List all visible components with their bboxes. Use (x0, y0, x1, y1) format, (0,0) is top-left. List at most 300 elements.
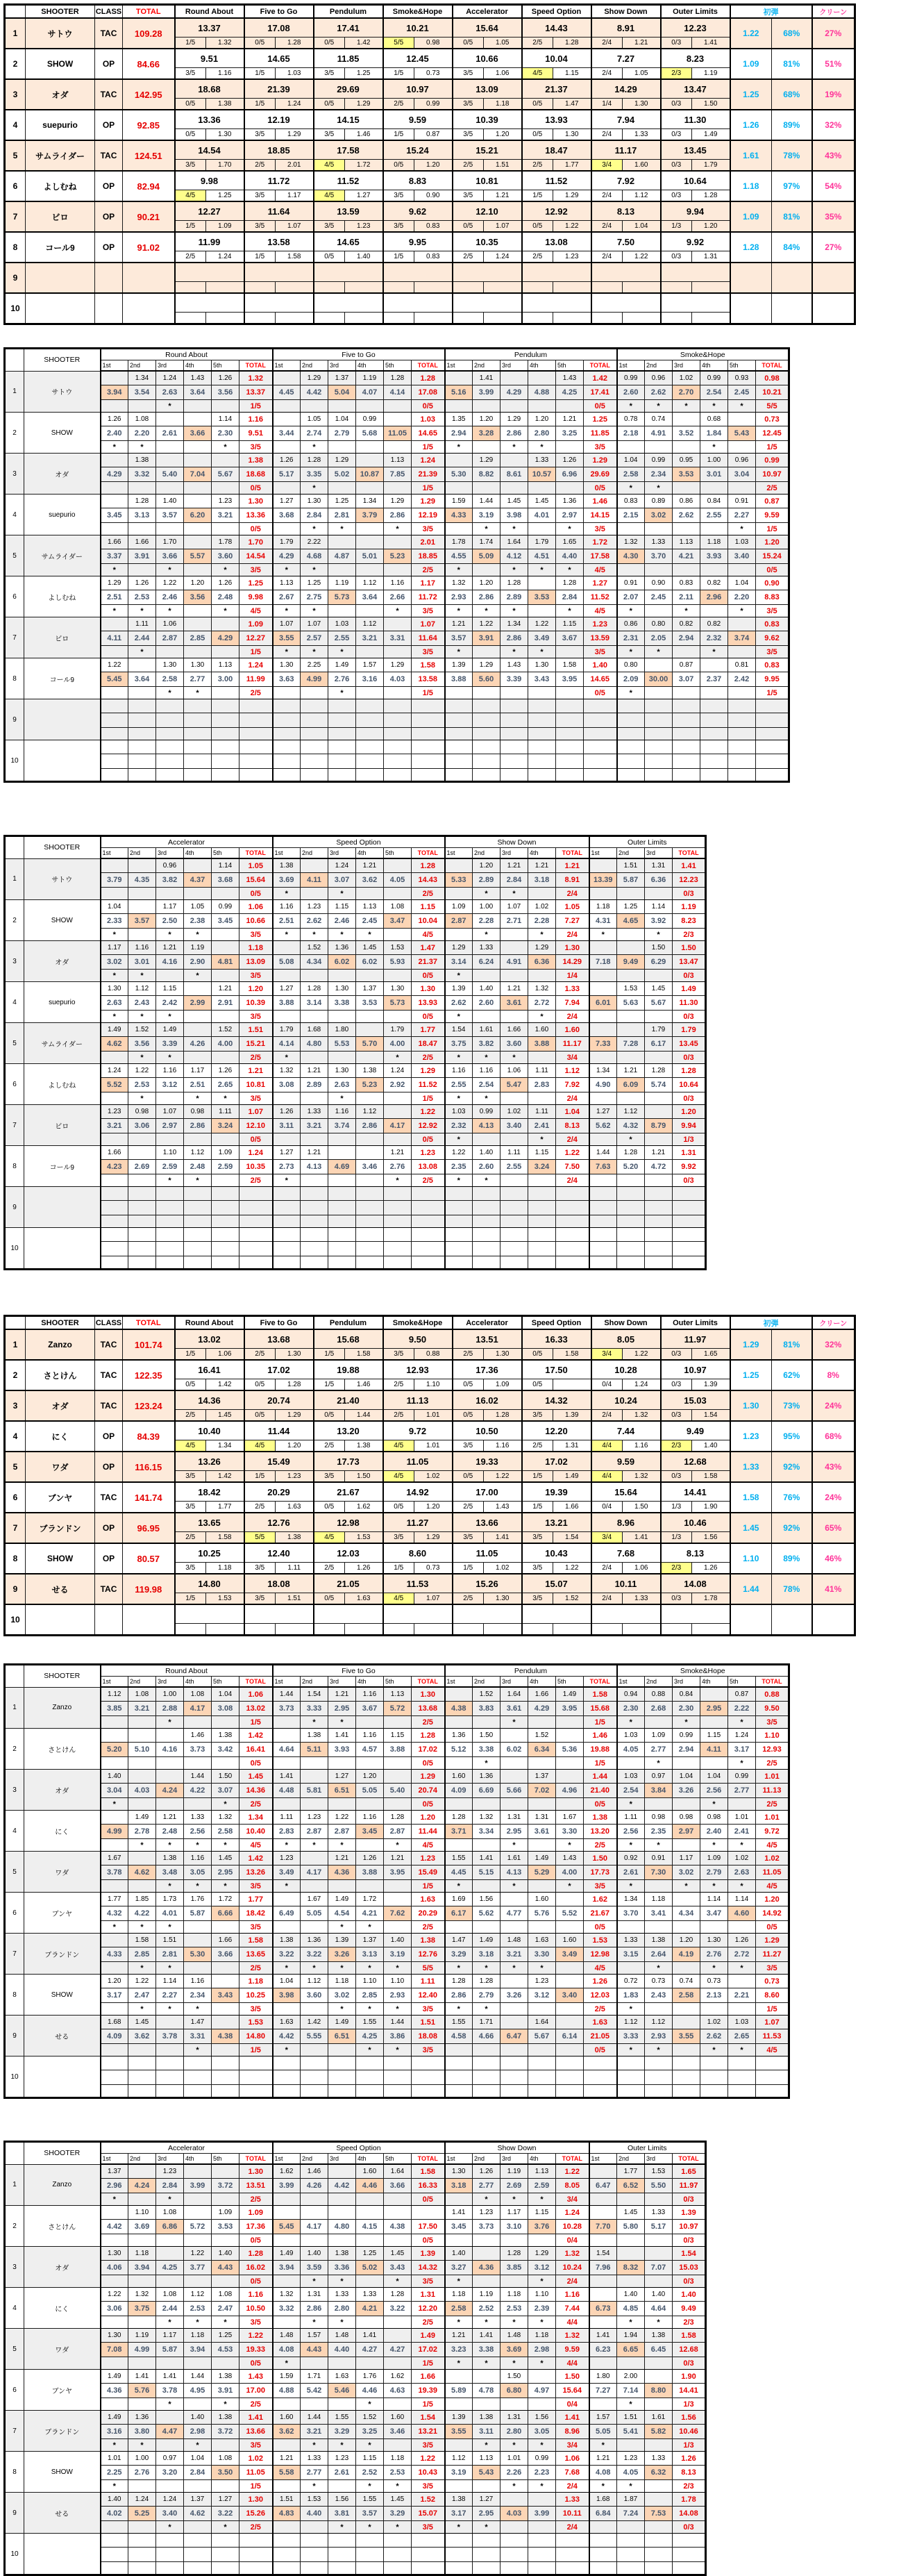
first-shot-time-cell[interactable]: 1.18 (384, 2452, 412, 2466)
first-shot-time-cell[interactable]: 1.23 (273, 1852, 301, 1865)
string-time-cell[interactable]: 8.82 (473, 467, 500, 482)
first-shot-time-cell[interactable] (528, 2370, 556, 2384)
shooter-name[interactable]: suepurio (24, 495, 101, 535)
first-shot-time-cell[interactable] (645, 699, 673, 713)
first-hit-mark-cell[interactable]: * (156, 564, 184, 576)
string-time-cell[interactable]: 2.77 (301, 2466, 328, 2480)
row-number[interactable]: 7 (5, 1934, 24, 1975)
first-shot-time-cell[interactable] (328, 2164, 356, 2179)
first-shot-avg-cell[interactable]: 1.27 (345, 190, 383, 202)
first-hit-fraction-cell[interactable]: 3/5 (175, 160, 206, 172)
first-shot-time-cell[interactable]: 1.22 (328, 1811, 356, 1825)
first-hit-mark-cell[interactable]: * (500, 523, 528, 535)
string-time-cell[interactable]: 3.52 (673, 426, 700, 441)
shooter-name[interactable]: suepurio (24, 982, 101, 1023)
first-shot-time-cell[interactable]: 1.20 (356, 1770, 384, 1784)
first-hit-fraction-cell[interactable]: 1/3 (661, 221, 692, 233)
first-shot-time-cell[interactable]: 1.37 (101, 2164, 128, 2179)
string-time-cell[interactable] (673, 754, 700, 769)
row-number[interactable]: 1 (5, 858, 24, 900)
first-hit-mark-cell[interactable]: * (184, 970, 212, 982)
first-shot-avg-total[interactable]: 1.41 (556, 2411, 589, 2425)
first-shot-avg-cell[interactable]: 1.44 (345, 1410, 383, 1422)
first-shot-avg-total[interactable]: 1.17 (412, 576, 445, 590)
first-hit-mark-cell[interactable] (356, 728, 384, 740)
first-hit-mark-cell[interactable]: * (212, 564, 239, 576)
stage-time-cell[interactable]: 13.21 (522, 1513, 591, 1532)
first-hit-fraction-total[interactable]: 0/3 (673, 2234, 706, 2247)
string-time-cell[interactable] (328, 2548, 356, 2562)
first-shot-time-cell[interactable] (273, 1228, 301, 1242)
first-shot-time-cell[interactable] (589, 2288, 617, 2302)
first-hit-mark-cell[interactable]: * (384, 1052, 412, 1064)
first-hit-mark-cell[interactable] (273, 2480, 301, 2493)
first-hit-mark-cell[interactable] (473, 400, 500, 413)
row-number[interactable]: 9 (5, 1187, 24, 1228)
first-hit-fraction-total[interactable] (412, 1215, 445, 1228)
first-shot-time-cell[interactable] (184, 740, 212, 754)
first-hit-mark-cell[interactable] (128, 2275, 156, 2288)
first-shot-time-cell[interactable]: 1.30 (528, 658, 556, 672)
first-hit-mark-cell[interactable] (212, 970, 239, 982)
stage-total-cell[interactable]: 10.46 (673, 2425, 706, 2439)
first-shot-time-cell[interactable]: 1.40 (617, 2288, 645, 2302)
first-shot-time-cell[interactable]: 1.16 (356, 1729, 384, 1743)
first-shot-time-cell[interactable]: 1.44 (184, 1770, 212, 1784)
string-time-cell[interactable]: 3.38 (473, 1743, 500, 1757)
class-cell[interactable]: TAC (95, 79, 123, 110)
first-shot-time-cell[interactable] (617, 2247, 645, 2261)
first-shot-time-cell[interactable]: 1.45 (500, 495, 528, 508)
stage-total-cell[interactable]: 20.29 (412, 1906, 445, 1921)
first-hit-fraction-cell[interactable]: 3/4 (591, 160, 623, 172)
string-time-cell[interactable]: 3.57 (445, 631, 473, 646)
string-time-cell[interactable]: 2.41 (528, 1119, 556, 1133)
first-hit-mark-cell[interactable] (301, 400, 328, 413)
stage-total-score[interactable]: 80.57 (123, 1543, 175, 1574)
first-shot-time-cell[interactable] (589, 2206, 617, 2220)
string-time-cell[interactable]: 3.35 (301, 467, 328, 482)
first-hit-fraction-cell[interactable]: 1/5 (244, 99, 276, 110)
first-shot-avg-cell[interactable] (206, 282, 244, 294)
string-time-cell[interactable]: 3.18 (445, 2179, 473, 2193)
stage-total-cell[interactable]: 12.68 (673, 2343, 706, 2357)
first-shot-avg-cell[interactable]: 0.99 (414, 99, 453, 110)
row-number[interactable]: 8 (5, 1543, 26, 1574)
first-shot-time-cell[interactable] (728, 1975, 756, 1988)
first-shot-time-cell[interactable] (384, 413, 412, 426)
stage-total-cell[interactable]: 12.98 (584, 1947, 617, 1962)
string-time-cell[interactable]: 3.84 (645, 1784, 673, 1798)
string-time-cell[interactable]: 3.76 (528, 2220, 556, 2234)
first-shot-avg-cell[interactable]: 1.19 (692, 68, 730, 80)
first-hit-mark-cell[interactable] (156, 2562, 184, 2575)
first-shot-time-cell[interactable]: 1.08 (156, 2206, 184, 2220)
string-time-cell[interactable]: 4.27 (384, 2343, 412, 2357)
string-time-cell[interactable] (301, 2070, 328, 2085)
first-shot-time-cell[interactable]: 1.21 (328, 1687, 356, 1702)
first-hit-fraction-total[interactable]: 2/5 (412, 1921, 445, 1934)
first-shot-time-cell[interactable]: 1.06 (156, 617, 184, 631)
first-hit-mark-cell[interactable] (384, 687, 412, 699)
first-shot-time-cell[interactable]: 1.10 (384, 1975, 412, 1988)
first-hit-fraction-cell[interactable]: 3/5 (522, 1563, 553, 1574)
string-time-cell[interactable] (212, 1242, 239, 1256)
first-hit-fraction-cell[interactable]: 3/5 (244, 129, 276, 141)
first-shot-time-cell[interactable]: 1.40 (156, 495, 184, 508)
first-hit-mark-cell[interactable] (184, 523, 212, 535)
string-time-cell[interactable]: 4.69 (328, 1160, 356, 1174)
first-hit-mark-cell[interactable] (184, 482, 212, 495)
stage-time-cell[interactable]: 10.24 (591, 1390, 661, 1410)
first-hit-mark-cell[interactable]: * (301, 441, 328, 454)
first-shot-time-cell[interactable]: 1.51 (617, 858, 645, 873)
string-time-cell[interactable]: 2.98 (184, 2425, 212, 2439)
first-shot-time-cell[interactable]: 0.83 (673, 576, 700, 590)
first-hit-mark-cell[interactable] (384, 769, 412, 782)
clean-percentage[interactable] (812, 1604, 855, 1636)
string-time-cell[interactable]: 2.65 (728, 2029, 756, 2044)
first-shot-time-cell[interactable] (500, 1770, 528, 1784)
stage-total-cell[interactable]: 14.65 (412, 426, 445, 441)
first-hit-mark-cell[interactable] (473, 728, 500, 740)
stage-total-cell[interactable]: 14.41 (673, 2384, 706, 2398)
first-hit-fraction-total[interactable] (556, 2562, 589, 2575)
string-time-cell[interactable]: 5.02 (356, 2261, 384, 2275)
first-hit-mark-cell[interactable] (273, 1011, 301, 1023)
first-hit-fraction-total[interactable]: 1/5 (412, 1092, 445, 1105)
first-shot-time-cell[interactable] (301, 740, 328, 754)
first-hit-mark-cell[interactable] (212, 1011, 239, 1023)
clean-percentage[interactable]: 65% (812, 1513, 855, 1543)
first-shot-avg-total[interactable]: 1.77 (412, 1023, 445, 1037)
string-time-cell[interactable]: 2.94 (673, 631, 700, 646)
first-shot-avg-total[interactable]: 1.09 (239, 2206, 273, 2220)
first-shot-avg-cell[interactable]: 1.42 (206, 1379, 244, 1391)
first-shot-time-cell[interactable]: 1.08 (184, 1687, 212, 1702)
string-time-cell[interactable]: 4.29 (101, 467, 128, 482)
first-hit-mark-cell[interactable] (156, 646, 184, 658)
string-time-cell[interactable]: 2.79 (473, 1988, 500, 2003)
stage-total-cell[interactable]: 7.44 (556, 2302, 589, 2316)
first-hit-mark-cell[interactable]: * (301, 646, 328, 658)
first-shot-time-cell[interactable] (645, 2534, 673, 2548)
first-shot-avg-total[interactable]: 1.49 (412, 2329, 445, 2343)
first-hit-mark-cell[interactable]: * (328, 2316, 356, 2329)
first-shot-avg-cell[interactable]: 1.23 (553, 251, 591, 263)
first-hit-mark-cell[interactable]: * (617, 1798, 645, 1811)
first-shot-time-cell[interactable]: 0.86 (617, 617, 645, 631)
first-hit-mark-cell[interactable] (445, 888, 473, 900)
row-number[interactable]: 1 (5, 1687, 24, 1729)
first-shot-avg-cell[interactable]: 0.90 (414, 190, 453, 202)
first-hit-mark-cell[interactable] (101, 687, 128, 699)
first-hit-mark-cell[interactable] (356, 482, 384, 495)
first-hit-mark-cell[interactable]: * (473, 1052, 500, 1064)
string-time-cell[interactable]: 2.95 (500, 1825, 528, 1839)
first-hit-mark-cell[interactable]: * (384, 2003, 412, 2016)
first-hit-fraction-total[interactable]: 0/5 (239, 523, 273, 535)
first-shot-time-cell[interactable]: 1.60 (273, 2411, 301, 2425)
first-hit-mark-cell[interactable]: * (445, 2357, 473, 2370)
first-hit-fraction-cell[interactable]: 2/5 (175, 251, 206, 263)
first-shot-time-cell[interactable]: 1.16 (128, 941, 156, 955)
shooter-name[interactable] (24, 1187, 101, 1228)
stage-total-score[interactable]: 84.66 (123, 49, 175, 79)
first-hit-mark-cell[interactable] (384, 929, 412, 941)
first-hit-fraction-total[interactable]: 0/5 (584, 482, 617, 495)
first-hit-mark-cell[interactable] (645, 441, 673, 454)
string-time-cell[interactable]: 3.66 (156, 549, 184, 564)
first-hit-mark-cell[interactable] (645, 888, 673, 900)
stage-total-cell[interactable]: 15.49 (412, 1865, 445, 1880)
first-hit-mark-cell[interactable] (617, 728, 645, 740)
first-shot-time-cell[interactable]: 1.64 (528, 2016, 556, 2029)
string-time-cell[interactable]: 3.70 (617, 1906, 645, 1921)
first-hit-fraction-total[interactable]: 3/4 (556, 1052, 589, 1064)
first-shot-time-cell[interactable]: 1.33 (645, 2206, 673, 2220)
first-hit-mark-cell[interactable]: * (617, 2398, 645, 2411)
first-hit-mark-cell[interactable] (617, 1215, 645, 1228)
first-hit-mark-cell[interactable]: * (528, 2357, 556, 2370)
first-shot-time-cell[interactable]: 1.08 (128, 1687, 156, 1702)
first-shot-avg-cell[interactable]: 1.11 (276, 1563, 314, 1574)
first-shot-time-cell[interactable]: 1.47 (184, 2016, 212, 2029)
first-hit-fraction-total[interactable]: 2/5 (756, 482, 789, 495)
first-shot-avg-cell[interactable]: 1.51 (276, 1593, 314, 1605)
first-hit-fraction-total[interactable]: 0/5 (412, 970, 445, 982)
string-time-cell[interactable]: 4.68 (301, 549, 328, 564)
first-shot-time-cell[interactable] (589, 2534, 617, 2548)
string-time-cell[interactable]: 2.93 (384, 1988, 412, 2003)
first-shot-time-cell[interactable]: 1.15 (356, 2452, 384, 2466)
first-shot-time-cell[interactable] (473, 1187, 500, 1201)
string-time-cell[interactable]: 3.14 (445, 955, 473, 970)
string-time-cell[interactable]: 3.02 (328, 1988, 356, 2003)
first-hit-mark-cell[interactable]: * (184, 1174, 212, 1187)
first-hit-mark-cell[interactable] (673, 1839, 700, 1852)
first-shot-time-cell[interactable]: 1.03 (328, 617, 356, 631)
first-hit-mark-cell[interactable] (273, 2398, 301, 2411)
string-time-cell[interactable]: 5.62 (589, 1119, 617, 1133)
string-time-cell[interactable]: 4.01 (528, 508, 556, 523)
first-hit-mark-cell[interactable] (384, 2193, 412, 2206)
first-shot-time-cell[interactable]: 1.43 (556, 371, 584, 385)
first-shot-time-cell[interactable]: 1.55 (445, 1852, 473, 1865)
stage-total-cell[interactable]: 12.92 (412, 1119, 445, 1133)
first-hit-mark-cell[interactable]: * (473, 929, 500, 941)
first-hit-mark-cell[interactable] (273, 441, 301, 454)
stage-time-cell[interactable]: 19.33 (453, 1452, 522, 1471)
first-shot-time-cell[interactable]: 1.28 (500, 2247, 528, 2261)
first-hit-mark-cell[interactable] (273, 1215, 301, 1228)
string-time-cell[interactable]: 4.32 (101, 1906, 128, 1921)
string-time-cell[interactable]: 4.21 (673, 549, 700, 564)
first-hit-fraction-cell[interactable]: 0/3 (661, 1379, 692, 1391)
first-shot-avg-total[interactable]: 1.60 (556, 1023, 589, 1037)
first-hit-mark-cell[interactable] (445, 1716, 473, 1729)
first-hit-mark-cell[interactable] (500, 2085, 528, 2098)
first-hit-mark-cell[interactable] (212, 523, 239, 535)
first-hit-mark-cell[interactable] (384, 1011, 412, 1023)
string-time-cell[interactable]: 4.95 (184, 2384, 212, 2398)
first-shot-time-cell[interactable]: 1.32 (445, 576, 473, 590)
string-time-cell[interactable]: 3.69 (128, 2220, 156, 2234)
first-hit-mark-cell[interactable] (184, 2521, 212, 2534)
first-hit-fraction-cell[interactable]: 2/4 (591, 221, 623, 233)
first-shot-avg-total[interactable]: 1.43 (239, 2370, 273, 2384)
string-time-cell[interactable] (589, 2548, 617, 2562)
first-hit-fraction-cell[interactable]: 1/5 (522, 1502, 553, 1513)
string-time-cell[interactable]: 4.99 (101, 1825, 128, 1839)
first-hit-mark-cell[interactable]: * (556, 605, 584, 617)
first-shot-time-cell[interactable]: 1.20 (101, 1975, 128, 1988)
first-shot-time-cell[interactable]: 1.22 (156, 576, 184, 590)
first-shot-time-cell[interactable]: 1.34 (356, 495, 384, 508)
string-time-cell[interactable]: 3.39 (156, 1037, 184, 1052)
first-hit-mark-cell[interactable] (184, 888, 212, 900)
first-hit-mark-cell[interactable]: * (301, 1962, 328, 1975)
string-time-cell[interactable] (328, 713, 356, 728)
first-shot-time-cell[interactable]: 1.28 (500, 576, 528, 590)
first-shot-time-cell[interactable]: 1.12 (356, 576, 384, 590)
stage-total-cell[interactable]: 13.59 (584, 631, 617, 646)
stage-total-cell[interactable]: 12.23 (673, 873, 706, 888)
shooter-name[interactable]: SHOW (24, 1975, 101, 2016)
first-shot-time-cell[interactable] (528, 1187, 556, 1201)
first-shot-time-cell[interactable]: 1.10 (356, 1975, 384, 1988)
string-time-cell[interactable]: 4.16 (156, 955, 184, 970)
string-time-cell[interactable]: 30.00 (645, 672, 673, 687)
first-hit-mark-cell[interactable] (301, 1052, 328, 1064)
first-shot-time-cell[interactable]: 1.29 (101, 576, 128, 590)
first-hit-mark-cell[interactable]: * (473, 2439, 500, 2452)
first-shot-time-cell[interactable]: 1.33 (356, 2288, 384, 2302)
first-shot-avg-total[interactable] (412, 740, 445, 754)
first-shot-avg-total[interactable]: 1.65 (673, 2164, 706, 2179)
string-time-cell[interactable] (328, 1201, 356, 1215)
shooter-name[interactable]: せる (24, 2493, 101, 2534)
string-time-cell[interactable]: 3.67 (556, 631, 584, 646)
first-shot-time-cell[interactable]: 1.79 (273, 1023, 301, 1037)
string-time-cell[interactable]: 3.99 (273, 2179, 301, 2193)
class-cell[interactable]: OP (95, 1421, 123, 1452)
first-hit-mark-cell[interactable]: * (500, 1716, 528, 1729)
stage-total-cell[interactable]: 10.97 (673, 2220, 706, 2234)
string-time-cell[interactable]: 2.58 (673, 1988, 700, 2003)
string-time-cell[interactable] (528, 2548, 556, 2562)
first-shot-avg-total[interactable]: 1.39 (673, 2206, 706, 2220)
first-hit-mark-cell[interactable] (617, 2562, 645, 2575)
first-hit-mark-cell[interactable]: * (445, 605, 473, 617)
first-shot-time-cell[interactable]: 1.78 (445, 535, 473, 549)
string-time-cell[interactable] (617, 2070, 645, 2085)
stage-total-score[interactable]: 92.85 (123, 110, 175, 140)
first-hit-mark-cell[interactable] (445, 2234, 473, 2247)
stage-total-cell[interactable]: 11.64 (412, 631, 445, 646)
first-hit-mark-cell[interactable] (645, 1256, 673, 1270)
string-time-cell[interactable]: 3.26 (328, 1947, 356, 1962)
stage-time-cell[interactable] (522, 263, 591, 282)
string-time-cell[interactable] (673, 2070, 700, 2085)
first-shot-time-cell[interactable]: 1.25 (212, 2329, 239, 2343)
first-shot-avg-cell[interactable]: 1.38 (345, 1440, 383, 1452)
first-shot-time-cell[interactable]: 1.04 (273, 1975, 301, 1988)
stage-total-cell[interactable]: 15.68 (584, 1702, 617, 1716)
first-shot-avg-cell[interactable]: 1.58 (276, 251, 314, 263)
string-time-cell[interactable] (184, 2548, 212, 2562)
first-hit-mark-cell[interactable] (728, 769, 756, 782)
first-shot-avg-cell[interactable]: 1.33 (623, 129, 661, 141)
first-shot-time-cell[interactable]: 1.45 (645, 982, 673, 996)
first-shot-time-cell[interactable]: 1.31 (500, 1811, 528, 1825)
shooter-name[interactable]: ワダ (26, 1452, 95, 1482)
first-shot-time-cell[interactable]: 0.94 (617, 1687, 645, 1702)
string-time-cell[interactable]: 2.50 (156, 914, 184, 929)
row-number[interactable]: 6 (5, 1482, 26, 1513)
first-shot-avg-total[interactable] (239, 2056, 273, 2070)
string-time-cell[interactable]: 4.37 (184, 873, 212, 888)
class-cell[interactable]: TAC (95, 140, 123, 171)
first-hit-mark-cell[interactable]: * (384, 2521, 412, 2534)
first-shot-avg-total[interactable]: 1.05 (239, 858, 273, 873)
first-hit-mark-cell[interactable]: * (301, 605, 328, 617)
string-time-cell[interactable] (473, 2548, 500, 2562)
first-shot-time-cell[interactable]: 1.01 (101, 2452, 128, 2466)
first-hit-fraction-total[interactable]: 4/5 (239, 1839, 273, 1852)
string-time-cell[interactable]: 4.11 (301, 873, 328, 888)
string-time-cell[interactable]: 7.96 (589, 2261, 617, 2275)
first-shot-time-cell[interactable]: 1.60 (528, 1023, 556, 1037)
string-time-cell[interactable]: 2.53 (128, 590, 156, 605)
first-hit-fraction-cell[interactable]: 0/5 (522, 221, 553, 233)
row-number[interactable]: 4 (5, 2288, 24, 2329)
string-time-cell[interactable]: 3.49 (528, 631, 556, 646)
string-time-cell[interactable]: 2.86 (445, 1988, 473, 2003)
first-shot-time-cell[interactable] (500, 740, 528, 754)
first-shot-avg-total[interactable]: 1.26 (584, 1975, 617, 1988)
first-hit-mark-cell[interactable]: * (328, 687, 356, 699)
first-shot-avg-cell[interactable]: 1.22 (623, 1349, 661, 1361)
first-shot-time-cell[interactable]: 0.87 (728, 1687, 756, 1702)
stage-total-cell[interactable]: 11.05 (239, 2466, 273, 2480)
first-hit-fraction-total[interactable]: 0/5 (412, 1798, 445, 1811)
string-time-cell[interactable]: 3.43 (528, 672, 556, 687)
first-shot-time-cell[interactable]: 1.45 (128, 2016, 156, 2029)
first-shot-time-cell[interactable]: 1.26 (212, 371, 239, 385)
string-time-cell[interactable]: 7.33 (589, 1037, 617, 1052)
string-time-cell[interactable]: 3.69 (273, 873, 301, 888)
string-time-cell[interactable]: 2.44 (156, 2302, 184, 2316)
string-time-cell[interactable]: 2.95 (473, 2507, 500, 2521)
first-hit-fraction-total[interactable]: 1/5 (412, 1880, 445, 1893)
string-time-cell[interactable]: 3.13 (128, 508, 156, 523)
first-hit-mark-cell[interactable]: * (328, 929, 356, 941)
string-time-cell[interactable] (528, 1242, 556, 1256)
first-hit-mark-cell[interactable] (273, 2316, 301, 2329)
stage-total-cell[interactable]: 11.30 (673, 996, 706, 1011)
string-time-cell[interactable]: 4.25 (156, 2261, 184, 2275)
first-shot-percentage[interactable]: 81% (772, 49, 812, 79)
string-time-cell[interactable]: 5.05 (301, 1906, 328, 1921)
first-shot-avg-total[interactable]: 1.30 (412, 1687, 445, 1702)
string-time-cell[interactable]: 5.55 (301, 2029, 328, 2044)
stage-time-cell[interactable]: 7.27 (591, 49, 661, 68)
first-hit-fraction-total[interactable]: 4/5 (756, 1880, 789, 1893)
stage-total-cell[interactable]: 13.47 (673, 955, 706, 970)
string-time-cell[interactable]: 4.31 (589, 914, 617, 929)
first-shot-time-cell[interactable]: 1.63 (528, 1934, 556, 1947)
